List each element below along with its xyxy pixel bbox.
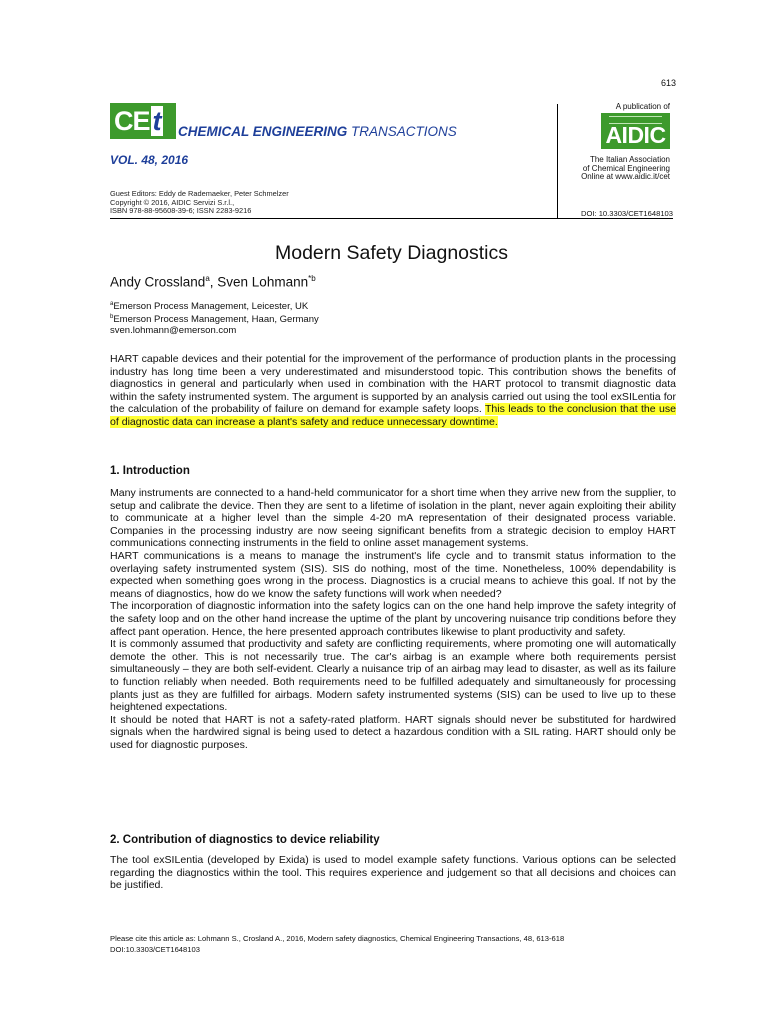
authors	[110, 274, 316, 290]
author-separator: ,	[209, 274, 218, 290]
intro-paragraph-1: Many instruments are connected to a hand-held communicator for a short time when they arrive new from the supplier, to setup and calibrate the device. Then they are sent to a lifetime of isolation in the plant, never again exploiting their ability to communicate at a higher level than the simple 4-20 mA representation of their designated process variable. Companies in the processing industry are now seeing significant benefits from a strategic decision to employ HART communications connecting instruments in the field to online asset management systems.	[110, 487, 676, 550]
header-vertical-divider	[557, 104, 558, 218]
intro-paragraph-3: The incorporation of diagnostic information into the safety logics can on the one hand help improve the safety integrity of the safety loop and on the other hand increase the uptime of the plant by uncovering nuisance trip conditions before they affect pant operation. Hence, the here presented approach contributes likewise to plant productivity and safety.	[110, 600, 676, 638]
editors-block	[110, 190, 289, 216]
affiliation-b	[110, 312, 319, 325]
guest-editors: Guest Editors: Eddy de Rademaeker, Peter Schmelzer	[110, 189, 289, 198]
association-line1: The Italian Association	[589, 155, 670, 164]
volume: VOL. 48, 2016	[110, 153, 189, 167]
footer	[110, 934, 564, 955]
section-heading-diagnostics: 2. Contribution of diagnostics to device reliability	[110, 834, 380, 846]
cet-logo-t: t	[152, 106, 161, 136]
journal-name-bold: CHEMICAL ENGINEERING	[178, 124, 348, 139]
header-doi: DOI: 10.3303/CET1648103	[580, 209, 673, 218]
header-divider	[110, 218, 673, 219]
article-title: Modern Safety Diagnostics	[274, 242, 509, 264]
abstract-text: HART capable devices and their potential for the improvement of the performance of production plants in the processing industry has long time been a very underestimated and misunderstood topic. This contribution shows the benefits of diagnostics in general and particularly when used in combination with the HART protocol to transmit diagnostic data within the safety instrumented system. The argument is supported by an analysis carried out using the tool exSILentia for the calculation of the probability of failure on demand for example safety loops.	[110, 353, 676, 416]
author-2: Sven Lohmann	[217, 274, 309, 290]
affil-a-mark: a	[110, 301, 114, 307]
association-block	[560, 156, 670, 182]
affil-b-mark: b	[110, 314, 114, 320]
author-1-affil: a	[205, 274, 210, 283]
cet-logo-text: CE	[114, 106, 150, 136]
journal-name-light: TRANSACTIONS	[351, 124, 457, 139]
abstract	[110, 353, 676, 429]
footer-doi: DOI:10.3303/CET1648103	[110, 944, 200, 954]
author-2-affil: *b	[308, 274, 316, 283]
intro-paragraph-4: It is commonly assumed that productivity and safety are conflicting requirements, where promoting one will automatically demote the other. This is not necessarily true. The car's airbag is an example where both requirements persist simultaneously – they are both self-evident. Clearly a nuisance trip of an airbag may lead to disaster, as well as its failure to function reliably when needed. Both requirements need to be fulfilled adequately and simultaneously for processing plants just as they are fulfilled for airbags. Modern safety instrumented systems (SIS) can be used to live up to these heightened expectations.	[110, 638, 676, 714]
affil-a-text: Emerson Process Management, Leicester, UK	[113, 301, 309, 313]
page-number: 613	[660, 78, 676, 88]
affiliation-a	[110, 299, 308, 312]
association-line2: of Chemical Engineering	[582, 163, 670, 173]
footer-citation: Please cite this article as: Lohmann S., Crosland A., 2016, Modern safety diagnostics, Chemical Engineering Transactions, 48, 613-618	[110, 934, 565, 943]
intro-paragraph-5: It should be noted that HART is not a safety-rated platform. HART signals should never be substituted for hardwired signals when the hardwired signal is being used to detect a hazardous condition with a SIL rating. HART should only be used for diagnostic purposes.	[110, 713, 676, 751]
association-line3: Online at www.aidic.it/cet	[581, 172, 670, 182]
s2-paragraph-1: The tool exSILentia (developed by Exida) is used to model example safety functions. Various options can be selected regarding the diagnostics within the tool. This requires experience and judgement so that all decisions and choices can be justified.	[110, 854, 676, 892]
author-1: Andy Crossland	[110, 274, 206, 290]
intro-paragraph-2: HART communications is a means to manage the instrument's life cycle and to transmit status information to the overlaying safety instrumented system (SIS). SIS do nothing, most of the time. Nonetheless, 100% dependability is expected when something goes wrong in the process. Diagnostics is a crucial means to achieve this goal. If not by the means of diagnostics, how do we know the safety functions will work when needed?	[110, 549, 676, 600]
section-2-body	[110, 854, 676, 892]
abstract-highlight: This leads to the conclusion that the use of diagnostic data can increase a plant's safety and reduce unnecessary downtime.	[110, 403, 676, 428]
author-email: sven.lohmann@emerson.com	[110, 325, 237, 336]
section-heading-introduction: 1. Introduction	[110, 465, 190, 477]
copyright: Copyright © 2016, AIDIC Servizi S.r.l.,	[110, 197, 235, 207]
cet-logo	[110, 103, 176, 139]
aidic-logo: AIDIC	[601, 113, 670, 149]
publication-of: A publication of	[615, 102, 670, 111]
introduction-body	[110, 487, 676, 751]
affil-b-text: Emerson Process Management, Haan, Germany	[113, 314, 319, 326]
isbn: ISBN 978-88-95608-39-6; ISSN 2283-9216	[110, 206, 252, 216]
journal-name	[178, 124, 457, 139]
